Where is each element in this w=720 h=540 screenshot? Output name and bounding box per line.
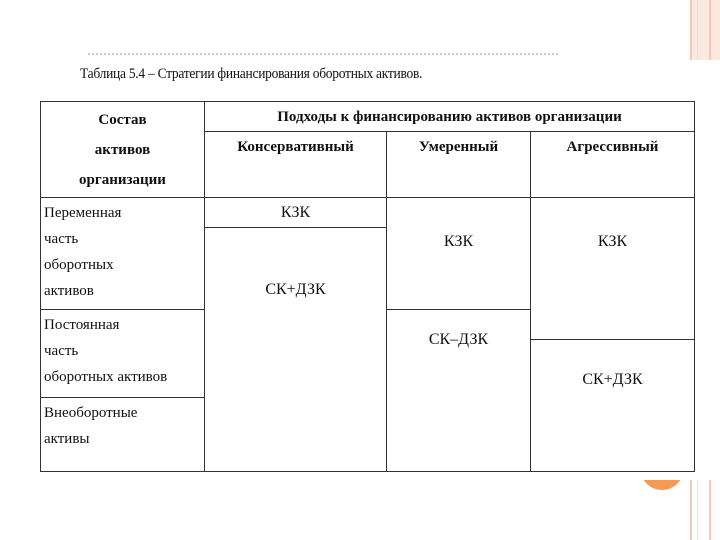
strategy-table (40, 101, 695, 472)
cell-moderate-variable: КЗК (387, 198, 531, 310)
cell-aggressive-variable: КЗК (531, 198, 695, 340)
corner-header-line: организации (79, 171, 166, 188)
row-label-line: оборотных активов (44, 369, 168, 385)
row-label-variable (41, 198, 205, 310)
corner-header (41, 102, 205, 198)
row-label-permanent (41, 310, 205, 398)
row-label-line: Внеоборотные (44, 405, 138, 421)
frame-top-band (690, 0, 720, 60)
cell-moderate-rest: СК–ДЗК (387, 310, 531, 472)
header-conservative: Консервативный (205, 132, 387, 198)
cell-conservative-variable: КЗК (205, 198, 387, 228)
row-label-noncurrent (41, 398, 205, 472)
table-caption: Таблица 5.4 – Стратегии финансирования оборотных активов. (80, 66, 423, 82)
row-label-line: активов (44, 283, 94, 299)
row-label-line: Переменная (44, 205, 122, 221)
header-aggressive: Агрессивный (531, 132, 695, 198)
approaches-header: Подходы к финансированию активов организации (205, 102, 695, 132)
row-label-line: часть (44, 343, 79, 359)
row-label-line: оборотных (44, 257, 114, 273)
cell-aggressive-rest: СК+ДЗК (531, 340, 695, 472)
faded-text-line (88, 53, 558, 61)
header-moderate: Умеренный (387, 132, 531, 198)
corner-header-line: активов (94, 141, 151, 158)
row-label-line: Постоянная (44, 317, 120, 333)
corner-header-line: Состав (98, 111, 147, 128)
row-label-line: часть (44, 231, 79, 247)
cell-conservative-rest: СК+ДЗК (205, 228, 387, 472)
row-label-line: активы (44, 431, 90, 447)
